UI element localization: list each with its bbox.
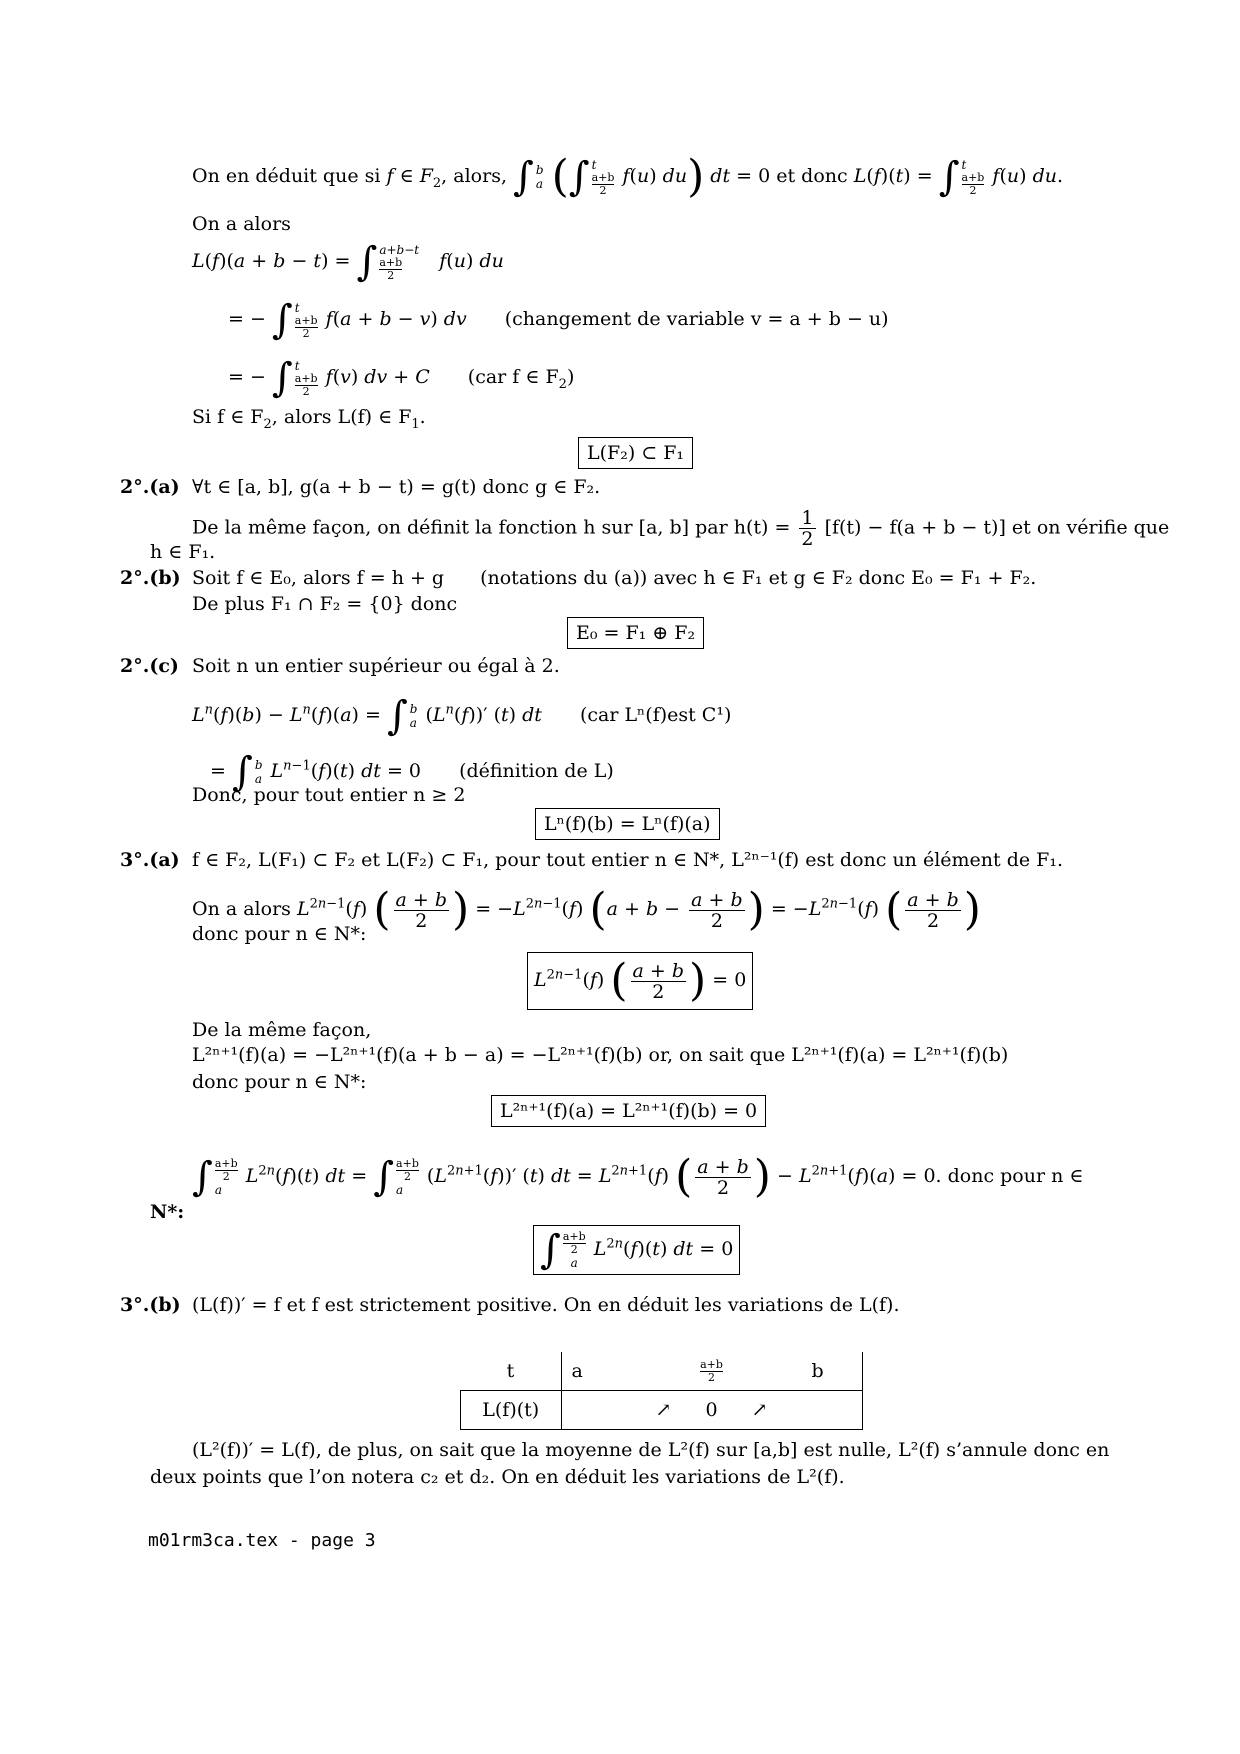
table-cell-mid: $\frac{a+b}{2}$ (700, 1357, 723, 1384)
q2a-line-2: De la même façon, on définit la fonction h sur [a, b] par h(t) = $\frac{1}{2}$ [f(t) − f(a + b − t)] et on vérifie que (192, 507, 1170, 550)
page-footer: m01rm3ca.tex - page 3 (148, 1530, 376, 1551)
table-header-t: t (461, 1352, 562, 1391)
table-cell-empty (802, 1391, 863, 1430)
q3a-line-1: f ∈ F₂, L(F₁) ⊂ F₂ et L(F₂) ⊂ F₁, pour tout entier n ∈ N*, L²ⁿ⁻¹(f) est donc un élément de F₁. (192, 849, 1063, 871)
q2c-equation-2: = ∫ b a $L^{n-1}(f)(t)$ dt = 0 (définition de L) (210, 749, 614, 795)
result-box-ln: Lⁿ(f)(b) = Lⁿ(f)(a) (535, 808, 720, 840)
label-3b: 3°.(b) (120, 1294, 181, 1316)
q2b-line-1: Soit f ∈ E₀, alors f = h + g (notations du (a)) avec h ∈ F₁ et g ∈ F₂ donc E₀ = F₁ + F₂. (192, 567, 1037, 589)
table-row (461, 1352, 863, 1391)
q3a-donc-2: donc pour n ∈ N*: (192, 1071, 367, 1093)
q3a-de-la-meme: De la même façon, (192, 1019, 372, 1041)
q2c-equation-1: $L^n(f)(b) - L^n(f)(a)$ = ∫ b a $(L^n(f))'$ (t) dt (car Lⁿ(f)est C¹) (192, 693, 732, 739)
q3a-equation-1: On a alors $L^{2n-1}(f)$ ( $\frac{a + b}{2}$ ) = $-L^{2n-1}(f) (a + b$ − $\frac{a + b}{2}$ ) = $-L^{2n-1}(f)$ ( $\frac{a + b}{2}$ ) (192, 884, 981, 935)
result-box-l2n-1: $L^{2n-1}(f)$ ( $\frac{a + b}{2}$ ) = 0 (527, 952, 753, 1010)
q2b-line-2: De plus F₁ ∩ F₂ = {0} donc (192, 593, 458, 615)
q3b-para-line-2: deux points que l’on notera c₂ et d₂. On en déduit les variations de L²(f). (150, 1466, 845, 1488)
label-2b: 2°.(b) (120, 567, 181, 589)
si-f-in-f2: Si f ∈ $F_2$, alors L(f) ∈ $F_1$. (192, 406, 426, 432)
q3a-nstar: N*: (150, 1201, 185, 1223)
q3b-line-1: (L(f))′ = f et f est strictement positive. On en déduit les variations de L(f). (192, 1294, 900, 1316)
q2c-donc: Donc, pour tout entier n ≥ 2 (192, 784, 466, 806)
equation-row-2: = − ∫ t $\frac{a+b}{2}$ f(a + b − v) dv (changement de variable v = a + b − u) (228, 297, 889, 343)
q2a-line-1: ∀t ∈ [a, b], g(a + b − t) = g(t) donc g ∈ F₂. (192, 476, 601, 498)
q2c-line-1: Soit n un entier supérieur ou égal à 2. (192, 655, 560, 677)
table-cell-b: b (802, 1352, 863, 1391)
intro-line-1: On en déduit que si f ∈ $F_2$, alors, ∫ b a (∫ t $\frac{a+b}{2}$ f(u) du) dt = 0 et donc L(f)(t) = ∫ t $\frac{a+b}{2}$ f(u) du. (192, 151, 1064, 202)
variation-table (460, 1352, 863, 1430)
equation-row-1: L(f)(a + b − t) = ∫ a+b−t $\frac{a+b}{2}$ f(u) du (192, 239, 504, 285)
q3a-l2n1-line: L²ⁿ⁺¹(f)(a) = −L²ⁿ⁺¹(f)(a + b − a) = −L²ⁿ⁺¹(f)(b) or, on sait que L²ⁿ⁺¹(f)(a) = L²ⁿ⁺¹(f)(b) (192, 1044, 1009, 1066)
on-a-alors: On a alors (192, 213, 291, 235)
table-cell-variation: ↗ 0 ↗ (655, 1399, 768, 1421)
table-cell-empty (561, 1391, 622, 1430)
q3a-donc-1: donc pour n ∈ N*: (192, 923, 367, 945)
q3b-para-line-1: (L²(f))′ = L(f), de plus, on sait que la moyenne de L²(f) sur [a,b] est nulle, L²(f) s’annule donc en (192, 1439, 1110, 1461)
result-box-l2n1: L²ⁿ⁺¹(f)(a) = L²ⁿ⁺¹(f)(b) = 0 (491, 1095, 766, 1127)
label-2c: 2°.(c) (120, 655, 179, 677)
q2a-line-3: h ∈ F₁. (150, 541, 216, 563)
equation-row-3: = − ∫ t $\frac{a+b}{2}$ f(v) dv + C (car f ∈ $F_2$) (228, 355, 575, 401)
result-box-integral: ∫ $\frac{a+b}{2}$ a $L^{2n}(f)(t)$ dt = 0 (533, 1225, 740, 1275)
result-box-lf2: L(F₂) ⊂ F₁ (578, 437, 693, 469)
table-row (461, 1391, 863, 1430)
label-2a: 2°.(a) (120, 476, 180, 498)
q3a-integral-line: ∫ $\frac{a+b}{2}$ a $L^{2n}(f)(t)$ dt = ∫ $\frac{a+b}{2}$ a $(L^{2n+1}(f))'$ (t) dt = $L^{2n+1}(f)$ ( $\frac{a + b}{2}$ ) − $L^{2n+1}(f)(a) = 0$. donc pour n ∈ (192, 1151, 1084, 1202)
label-3a: 3°.(a) (120, 849, 180, 871)
table-cell-a: a (571, 1360, 583, 1382)
table-header-lf: L(f)(t) (461, 1391, 562, 1430)
result-box-e0: E₀ = F₁ ⊕ F₂ (567, 617, 704, 649)
